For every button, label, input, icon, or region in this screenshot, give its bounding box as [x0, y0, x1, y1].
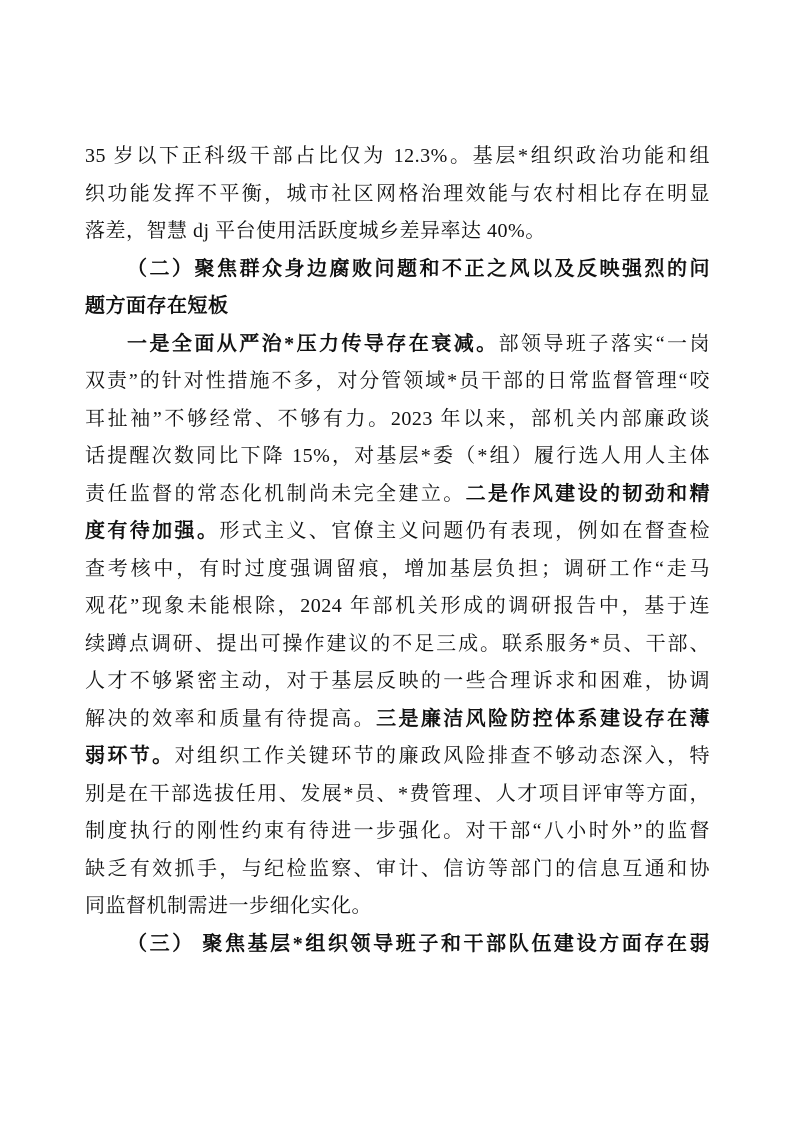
body-paragraph-continuation-line-2: [85, 176, 710, 214]
body-paragraph-points-line-11: [85, 701, 710, 739]
text-run: 耳扯袖”不够经常、不够有力。2023 年以来，部机关内部廉政谈: [85, 407, 710, 430]
body-paragraph-points-line-10: [85, 663, 710, 701]
body-paragraph-points-line-16: [85, 888, 710, 926]
body-paragraph-continuation-line-3: [85, 213, 710, 251]
bold-text-run: （二）聚焦群众身边腐败问题和不正之风以及反映强烈的问: [127, 257, 710, 280]
bold-text-run: 三是廉洁风险防控体系建设存在薄: [376, 707, 710, 730]
body-paragraph-points-line-8: [85, 588, 710, 626]
heading-section-2-line-2: [85, 288, 710, 326]
text-run: 查考核中，有时过度强调留痕，增加基层负担；调研工作“走马: [85, 557, 710, 580]
text-run: 观花”现象未能根除，2024 年部机关形成的调研报告中，基于连: [85, 595, 710, 617]
text-run: 责任监督的常态化机制尚未完全建立。: [85, 482, 466, 505]
text-run: 话提醒次数同比下降 15%，对基层*委（*组）履行选人用人主体: [85, 445, 710, 467]
text-run: 人才不够紧密主动，对于基层反映的一些合理诉求和困难，协调: [85, 670, 710, 692]
body-paragraph-points-line-14: [85, 813, 710, 851]
body-paragraph-points-line-1: [85, 326, 710, 364]
body-paragraph-points-line-3: [85, 401, 710, 439]
text-run: 制度执行的刚性约束有待进一步强化。对干部“八小时外”的监督: [85, 820, 710, 842]
text-run: 35 岁以下正科级干部占比仅为 12.3%。基层*组织政治功能和组: [85, 145, 710, 167]
text-run: 续蹲点调研、提出可操作建议的不足三成。联系服务*员、干部、: [85, 632, 710, 655]
text-run: 别是在干部选拔任用、发展*员、*费管理、人才项目评审等方面，: [85, 782, 710, 805]
text-run: 部领导班子落实“一岗: [498, 332, 710, 355]
body-paragraph-points-line-13: [85, 776, 710, 814]
body-paragraph-points-line-5: [85, 476, 710, 514]
bold-text-run: 度有待加强。: [85, 520, 220, 542]
text-run: 落差，智慧 dj 平台使用活跃度城乡差异率达 40%。: [85, 220, 546, 242]
text-run: 同监督机制需进一步细化实化。: [85, 895, 372, 917]
text-block: [85, 138, 710, 963]
heading-section-2-line-1: [85, 251, 710, 289]
body-paragraph-continuation-line-1: [85, 138, 710, 176]
text-run: 解决的效率和质量有待提高。: [85, 707, 377, 730]
body-paragraph-points-line-9: [85, 626, 710, 664]
text-run: 缺乏有效抓手，与纪检监察、审计、信访等部门的信息互通和协: [85, 857, 710, 880]
bold-text-run: 题方面存在短板: [85, 295, 229, 317]
body-paragraph-points-line-15: [85, 851, 710, 889]
heading-section-3-line-1: [85, 926, 710, 964]
bold-text-run: 二是作风建设的韧劲和精: [465, 482, 710, 505]
text-run: 形式主义、官僚主义问题仍有表现，例如在督查检: [219, 520, 710, 542]
text-run: 对组织工作关键环节的廉政风险排查不够动态深入，特: [174, 745, 710, 767]
bold-text-run: （三） 聚焦基层*组织领导班子和干部队伍建设方面存在弱: [127, 932, 710, 955]
text-run: 双责”的针对性措施不多，对分管领域*员干部的日常监督管理“咬: [85, 370, 710, 392]
bold-text-run: 弱环节。: [85, 745, 175, 767]
body-paragraph-points-line-12: [85, 738, 710, 776]
text-run: 织功能发挥不平衡，城市社区网格治理效能与农村相比存在明显: [85, 182, 710, 205]
bold-text-run: 一是全面从严治*压力传导存在衰减。: [127, 332, 499, 355]
body-paragraph-points-line-2: [85, 363, 710, 401]
body-paragraph-points-line-6: [85, 513, 710, 551]
body-paragraph-points-line-4: [85, 438, 710, 476]
body-paragraph-points-line-7: [85, 551, 710, 589]
